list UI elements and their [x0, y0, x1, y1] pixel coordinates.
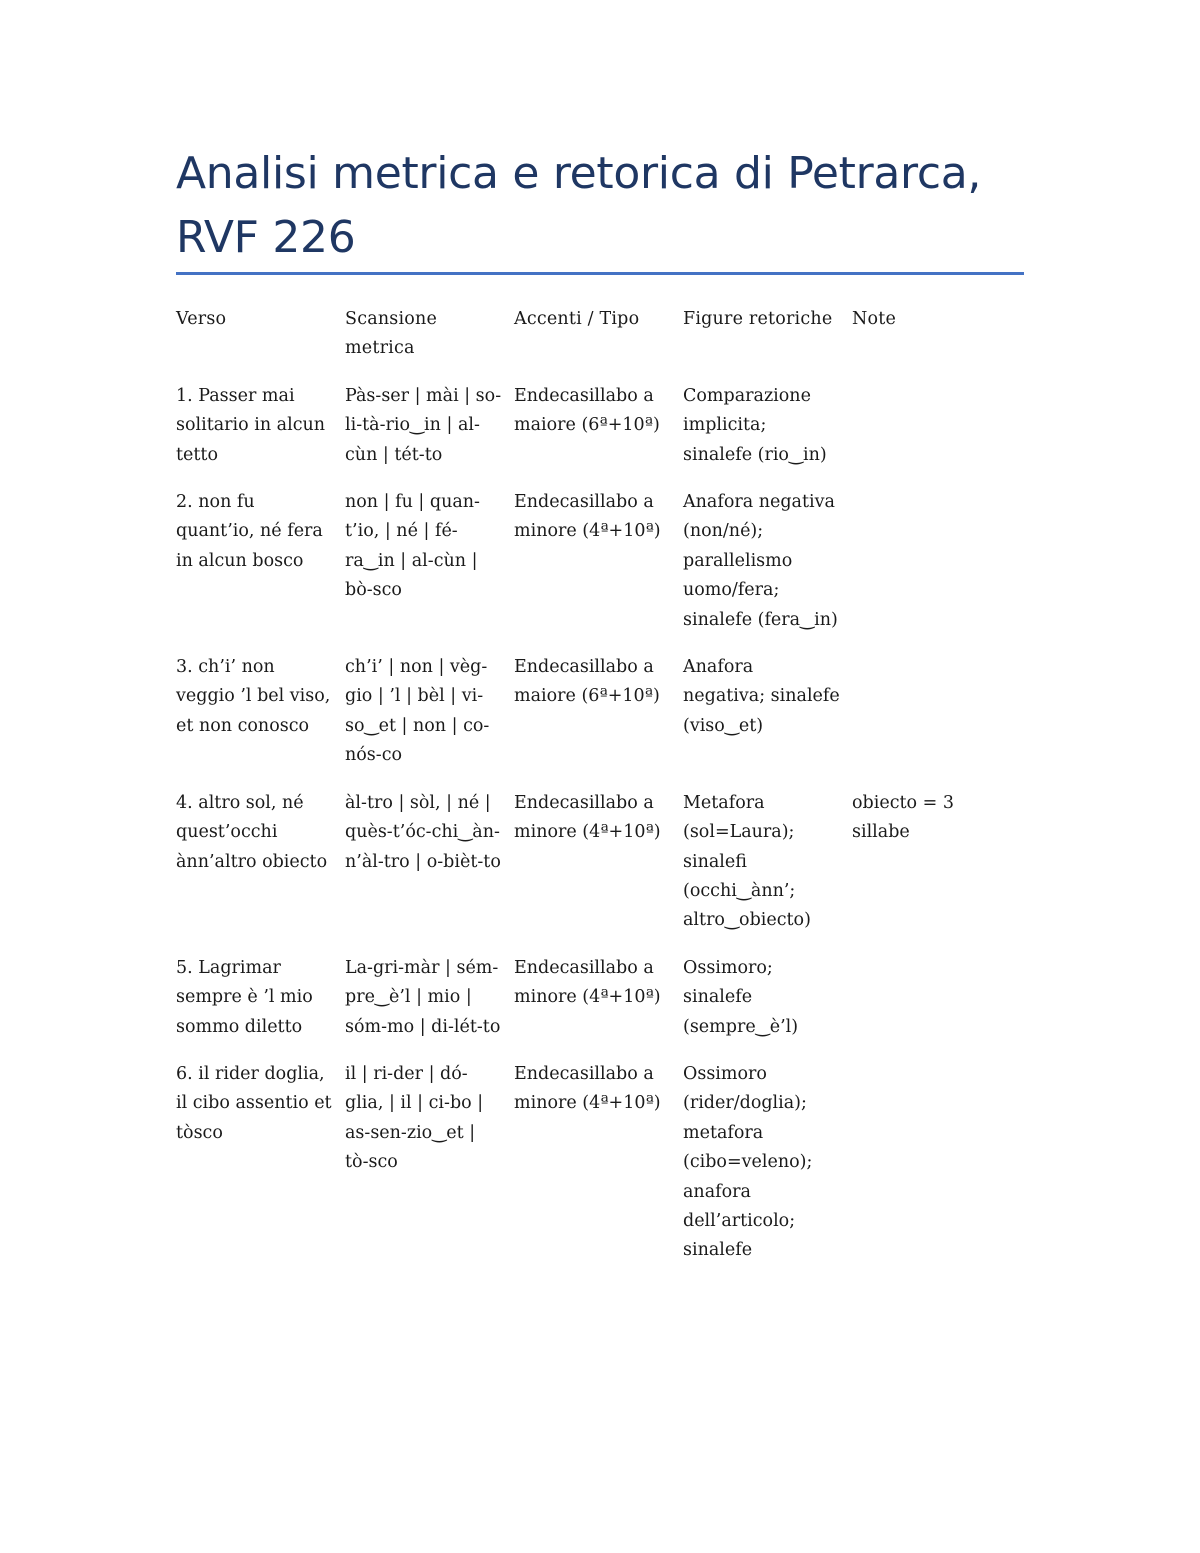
cell-scansione: Pàs-ser | mài | so-li-tà-rio‿in | al-cùn | tét-to: [345, 385, 502, 465]
cell-figure: Metafora (sol=Laura); sinalefi (occhi‿ànn’; altro‿obiecto): [683, 792, 811, 931]
cell-note: [852, 1060, 1024, 1284]
cell-verso: 1. Passer mai solitario in alcun tetto: [176, 385, 326, 465]
cell-verso: 3. ch’i’ non veggio ’l bel viso, et non conosco: [176, 657, 331, 736]
cell-scansione: àl-tro | sòl, | né | quès-t’óc-chi‿àn-n’àl-tro | o-bièt-to: [345, 792, 501, 872]
table-row: [176, 789, 1024, 954]
header-accenti: Accenti / Tipo: [514, 309, 640, 329]
cell-figure: Ossimoro (rider/doglia); metafora (cibo=veleno); anafora dell’articolo; sinalefe: [683, 1063, 813, 1261]
cell-figure: Anafora negativa; sinalefe (viso‿et): [683, 657, 840, 736]
cell-note: [852, 382, 1024, 488]
cell-note: [852, 954, 1024, 1060]
cell-note: [852, 653, 1024, 789]
cell-verso: 6. il rider doglia, il cibo assentio et tòsco: [176, 1063, 332, 1143]
cell-verso: 2. non fu quant’io, né fera in alcun bosco: [176, 492, 323, 571]
cell-accenti: Endecasillabo a minore (4ª+10ª): [514, 957, 661, 1008]
header-note: Note: [852, 309, 897, 329]
cell-verso: 5. Lagrimar sempre è ’l mio sommo diletto: [176, 957, 313, 1037]
cell-scansione: il | ri-der | dó-glia, | il | ci-bo | as-sen-zio‿et | tò-sco: [345, 1063, 484, 1173]
header-scansione: Scansione metrica: [345, 309, 438, 359]
cell-note: [852, 488, 1024, 653]
page-title: Analisi metrica e retorica di Petrarca, RVF 226: [176, 148, 982, 263]
cell-accenti: Endecasillabo a minore (4ª+10ª): [514, 1063, 661, 1114]
cell-scansione: ch’i’ | non | vèg-gio | ’l | bèl | vi-so‿et | non | co-nós-co: [345, 657, 490, 766]
cell-figure: Ossimoro; sinalefe (sempre‿è’l): [683, 957, 799, 1037]
table-row: [176, 1060, 1024, 1284]
table-row: [176, 954, 1024, 1060]
table-header-row: [176, 305, 1024, 382]
header-verso: Verso: [176, 309, 227, 329]
cell-accenti: Endecasillabo a maiore (6ª+10ª): [514, 385, 660, 436]
cell-scansione: La-gri-màr | sém-pre‿è’l | mio | sóm-mo | di-lét-to: [345, 957, 501, 1037]
cell-accenti: Endecasillabo a maiore (6ª+10ª): [514, 657, 660, 707]
cell-figure: Comparazione implicita; sinalefe (rio‿in): [683, 385, 827, 465]
cell-figure: Anafora negativa (non/né); parallelismo uomo/fera; sinalefe (fera‿in): [683, 492, 838, 630]
table-row: [176, 382, 1024, 488]
cell-verso: 4. altro sol, né quest’occhi ànn’altro obiecto: [176, 792, 328, 872]
cell-note: obiecto = 3 sillabe: [852, 792, 954, 843]
table-row: [176, 488, 1024, 653]
cell-accenti: Endecasillabo a minore (4ª+10ª): [514, 792, 661, 843]
cell-scansione: non | fu | quan-t’io, | né | fé-ra‿in | al-cùn | bò-sco: [345, 492, 480, 601]
title-underline: [176, 272, 1024, 275]
analysis-table: [176, 305, 1024, 1284]
header-figure: Figure retoriche: [683, 309, 833, 329]
table-row: [176, 653, 1024, 789]
cell-accenti: Endecasillabo a minore (4ª+10ª): [514, 492, 661, 542]
